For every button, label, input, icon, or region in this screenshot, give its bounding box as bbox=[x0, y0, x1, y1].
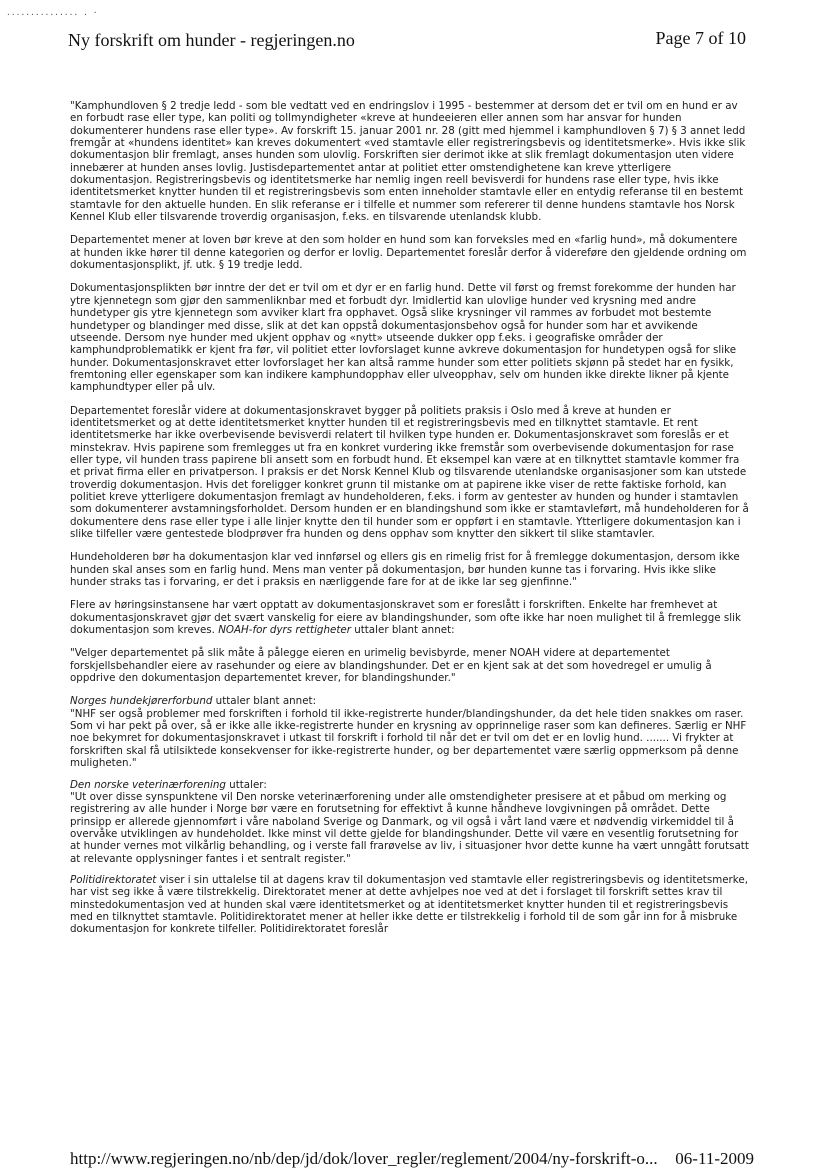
paragraph-text: Departementet mener at loven bør kreve at den som holder en hund som kan forveksles med en «farlig hund», må dokumentere at hunden ikke hører til denne kategorien og derfor er lovlig. Departementet foreslår derfor å videreføre den gjeldende ordning om dokumentasjonsplikt, jf. utk. § 19 tredje ledd. bbox=[70, 234, 747, 272]
organization-name: NOAH-for dyrs rettigheter bbox=[218, 624, 351, 637]
body-paragraph bbox=[70, 551, 750, 588]
organization-name: Den norske veterinærforening bbox=[70, 778, 226, 791]
body-paragraph bbox=[70, 708, 750, 770]
body-paragraph bbox=[70, 647, 750, 684]
body-paragraph bbox=[70, 405, 750, 541]
paragraph-text: viser i sin uttalelse til at dagens krav til dokumentasjon ved stamtavle eller registreringsbevis og identitetsmerke, har vist seg ikke å være tilstrekkelig. Direktoratet mener at dette avhjelpes noe ved at det i forslaget til forskrift settes krav til minstedokumentasjon ved at hunden skal være identitetsmerket og at identitetsmerket knytter hunden til et registreringsbevis med en tilknyttet stamtavle. Politidirektoratet mener at heller ikke dette er tilstrekkelig i forhold til de som går inn for å misbruke dokumentasjon for konkrete tilfeller. Politidirektoratet foreslår bbox=[70, 873, 748, 936]
organization-name: Politidirektoratet bbox=[70, 873, 157, 886]
body-paragraph bbox=[70, 874, 750, 936]
paragraph-text: "Velger departementet på slik måte å pålegge eieren en urimelig bevisbyrde, mener NOAH videre at departementet forskjellsbehandler eiere av rasehunder og eiere av blandingshunder. Det er en kjent sak at det som hovedregel er umulig å oppdrive den dokumentasjon departementet krever, for blandingshunder." bbox=[70, 647, 712, 685]
paragraph-text: uttaler blant annet: bbox=[212, 695, 317, 708]
body-paragraph bbox=[70, 599, 750, 636]
body-paragraph bbox=[70, 234, 750, 271]
paragraph-text: "Kamphundloven § 2 tredje ledd - som ble vedtatt ved en endringslov i 1995 - bestemmer at dersom det er tvil om en hund er av en forbudt rase eller type, kan politi og tollmyndigheter «kreve at hundeeieren eller annen som har ansvar for hunden dokumenterer hundens rase eller type». Av forskrift 15. januar 2001 nr. 28 (gitt med hjemmel i kamphundloven § 7) § 3 annet ledd fremgår at «hundens identitet» kan kreves dokumentert «ved stamtavle eller registreringsbevis og identitetsmerke». Hvis ikke slik dokumentasjon blir fremlagt, anses hunden som ulovlig. Forskriften sier derimot ikke at slik fremlagt dokumentasjon uten videre innebærer at hunden anses lovlig. Justisdepartementet antar at politiet etter omstendighetene kan kreve ytterligere dokumentasjon. Registreringsbevis og identitetsmerke har nemlig ingen reell bevisverdi for hundens rase eller type, hvis ikke identitetsmerket knytter hunden til et registreringsbevis som enten inneholder stamtavle eller en entydig referanse til en bestemt stamtavle for den aktuelle hunden. En slik referanse er i tilfelle et nummer som refererer til denne hundens stamtavle hos Norsk Kennel Klub eller tilsvarende troverdig organisasjon, f.eks. en tilsvarende utenlandsk klubb. bbox=[70, 100, 746, 224]
paragraph-text: uttaler blant annet: bbox=[350, 624, 455, 637]
paragraph-text: "NHF ser også problemer med forskriften i forhold til ikke-registrerte hunder/blandingshunder, da det hele tiden snakkes om raser. Som vi har pekt på over, så er ikke alle ikke-registrerte hunder en krysning av opprinnelige raser som kan defineres. Særlig er NHF noe bekymret for dokumentasjonskravet i utkast til forskrift i forhold til når det er tvil om det er en lovlig hund. ....... Vi frykter at forskriften skal få utilsiktede konsekvenser for ikke-registrerte hunder, og ber departementet være særlig oppmerksom på denne muligheten." bbox=[70, 707, 747, 770]
body-paragraph bbox=[70, 695, 750, 707]
footer-url: http://www.regjeringen.no/nb/dep/jd/dok/lover_regler/reglement/2004/ny-forskrift-o... bbox=[70, 1149, 658, 1168]
body-paragraph bbox=[70, 791, 750, 865]
scan-artifact-dots: ............... . · bbox=[6, 8, 98, 17]
paragraph-text: "Ut over disse synspunktene vil Den norske veterinærforening under alle omstendigheter presisere at et påbud om merking og registrering av alle hunder i Norge bør være en forutsetning for effektivt å kunne håndheve lovgivningen på området. Dette prinsipp er allerede gjennomført i våre naboland Sverige og Danmark, og vil også i vårt land være et nødvendig virkemiddel til å overvåke utviklingen av hundeholdet. Ikke minst vil dette gjelde for blandingshunder. Dette vil være en vesentlig forutsetning for at hunder vernes mot vilkårlig behandling, og i verste fall frarøvelse av liv, i situasjoner hvor dette kunne ha vært unngått forutsatt at relevante opplysninger fantes i et sentralt register." bbox=[70, 790, 749, 865]
paragraph-text: Dokumentasjonsplikten bør inntre der det er tvil om et dyr er en farlig hund. Dette vil først og fremst forekomme der hunden har ytre kjennetegn som gjør den sammenliknbar med et forbudt dyr. Imidlertid kan ulovlige hunder ved krysning med andre hundetyper gis ytre kjennetegn som avviker klart fra opphavet. Også slike krysninger vil rammes av forbudet mot bestemte hundetyper og blandinger med disse, slik at det kan oppstå dokumentasjonsbehov også for hunder som har et avvikende utseende. Dersom nye hunder med ukjent opphav og «nytt» utseende dukker opp f.eks. i geografiske områder der kamphundproblematikk er kjent fra før, vil politiet etter lovforslaget kunne avkreve dokumentasjon for hundetypen også for slike hunder. Dokumentasjonskravet etter lovforslaget her kan altså ramme hunder som etter politiets skjønn på stedet har en fysikk, fremtoning eller egenskaper som kan indikere kamphundopphav eller ulveopphav, selv om hunden ikke direkte likner på kjente kamphundtyper eller på ulv. bbox=[70, 282, 737, 394]
body-paragraph bbox=[70, 779, 750, 791]
paragraph-text: uttaler: bbox=[225, 778, 267, 791]
page-number: Page 7 of 10 bbox=[655, 28, 746, 48]
organization-name: Norges hundekjørerforbund bbox=[70, 695, 213, 708]
paragraph-text: Departementet foreslår videre at dokumentasjonskravet bygger på politiets praksis i Oslo med å kreve at hunden er identitetsmerket og at dette identitetsmerket knytter hunden til et registreringsbevis med en tilknyttet stamtavle. Et rent identitetsmerke har ikke overbevisende bevisverdi relatert til hvilken type hunden er. Dokumentasjonskravet som foreslås er et minstekrav. Hvis papirene som fremlegges ut fra en konkret vurdering ikke fremstår som overbevisende dokumentasjon for rase eller type, vil hunden trass papirene bli ansett som en forbudt hund. Et eksempel kan være at en tilknyttet stamtavle kommer fra et privat firma eller en privatperson. I praksis er det Norsk Kennel Klub og tilsvarende utenlandske organisasjoner som kan utstede troverdig dokumentasjon. Hvis det foreligger konkret grunn til mistanke om at papirene ikke viser de rette faktiske forhold, kan politiet kreve ytterligere dokumentasjon fremlagt av hundeholderen, f.eks. i form av gentester av hunden og hunder i stamtavlen som dokumenterer avstamningsforholdet. Dersom hunden er en blandingshund som ikke er stamtavleført, må hundeholderen for å dokumentere dens rase eller type i alle linjer knytte den til hunder som er oppført i en stamtavle. Ytterligere dokumentasjon kan i slike tilfeller være gentestede blodprøver fra hunden og dens opphav som knytter den sikkert til slike stamtavler. bbox=[70, 404, 749, 540]
document-body bbox=[70, 100, 750, 947]
paragraph-text: Flere av høringsinstansene har vært opptatt av dokumentasjonskravet som er foreslått i forskriften. Enkelte har fremhevet at dokumentasjonskravet gjør det svært vanskelig for eiere av blandingshunder, som ofte ikke har noen mulighet til å fremlegge slik dokumentasjon som kreves. bbox=[70, 599, 741, 637]
paragraph-text: Hundeholderen bør ha dokumentasjon klar ved innførsel og ellers gis en rimelig frist for å fremlegge dokumentasjon, dersom ikke hunden skal anses som en farlig hund. Mens man venter på dokumentasjon, bør hunden kunne tas i forvaring. Hvis ikke slike hunder straks tas i forvaring, er det i praksis en nærliggende fare for at de ikke lar seg gjenfinne." bbox=[70, 551, 740, 589]
footer-date: 06-11-2009 bbox=[675, 1149, 754, 1168]
body-paragraph bbox=[70, 282, 750, 393]
body-paragraph bbox=[70, 100, 750, 223]
page-title: Ny forskrift om hunder - regjeringen.no bbox=[68, 30, 355, 50]
